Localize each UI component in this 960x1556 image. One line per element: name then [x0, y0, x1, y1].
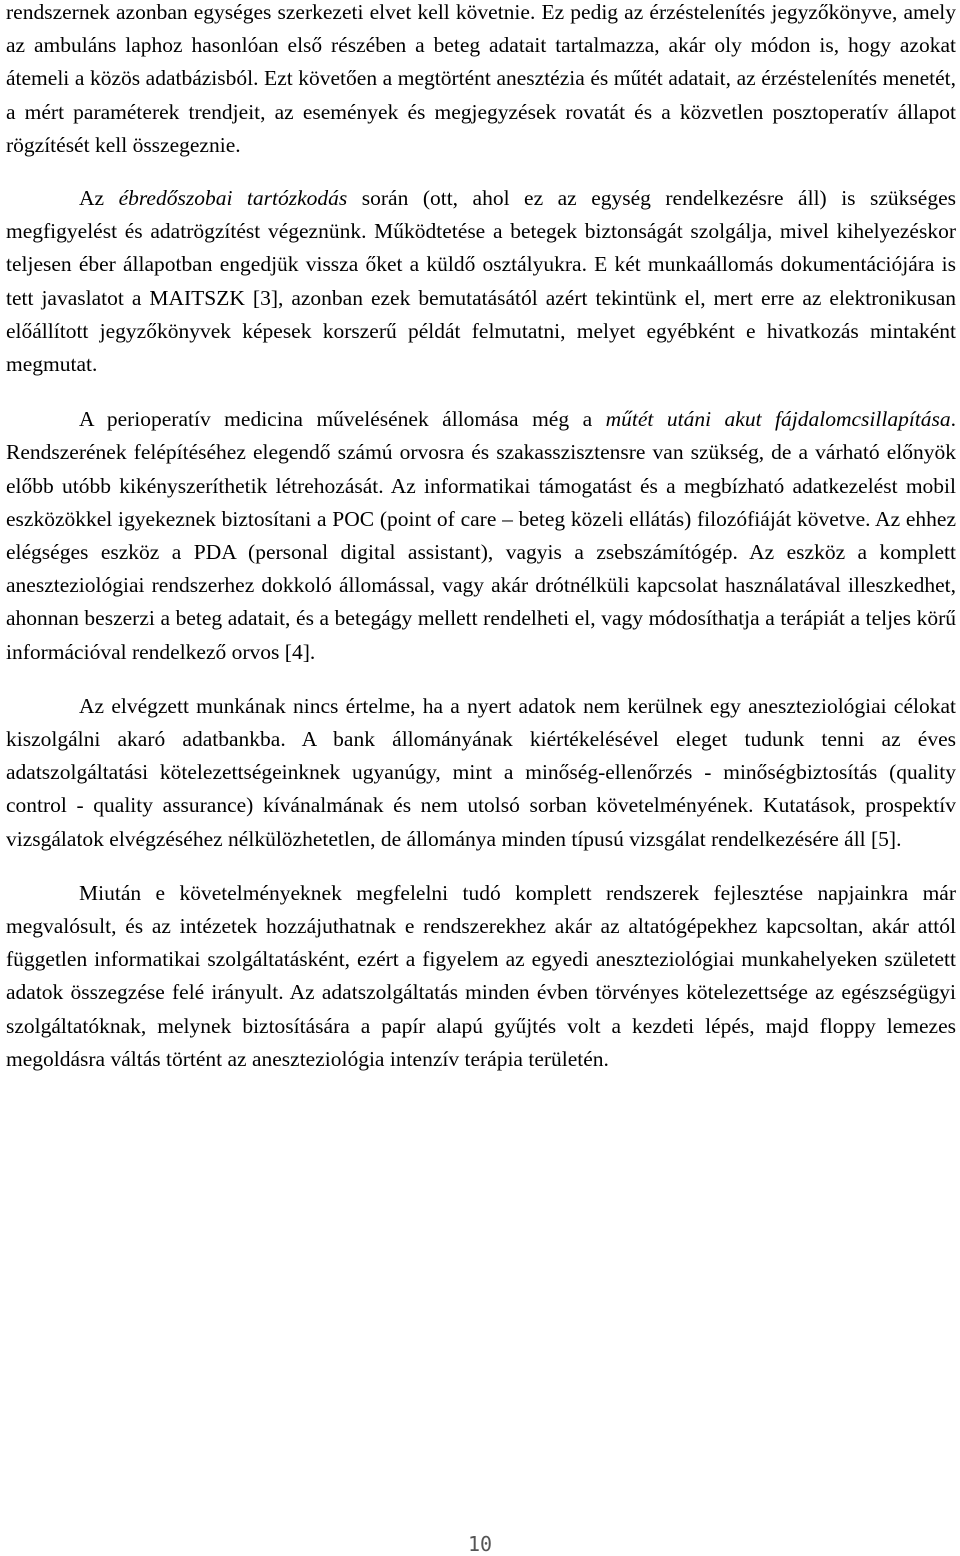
- paragraph-1: [6, 0, 956, 162]
- paragraph-5-text: Miután e követelményeknek megfelelni tudó komplett rendszerek fejlesztése napjainkra már megvalósult, és az intézetek hozzájuthatnak e rendszerekhez akár az altatógépekhez kapcsoltan, akár attól független informatikai szolgáltatásként, ezért a figyelem az egyedi aneszteziológiai munkahelyeken született adatok összegzése felé irányult. Az adatszolgáltatás minden évben törvényes kötelezettsége az egészségügyi szolgáltatóknak, melynek biztosítására a papír alapú gyűjtés volt a kezdeti lépés, majd floppy lemezes megoldásra váltás történt az aneszteziológia intenzív terápia területén.: [6, 880, 956, 1071]
- page-number: 10: [467, 1532, 493, 1556]
- paragraph-3-text-b: . Rendszerének felépítéséhez elegendő számú orvosra és szakasszisztensre van szükség, de a várható előnyök előbb utóbb kikényszeríthetik létrehozását. Az informatikai támogatást és a megbízható adatkezelést mobil eszközökkel igyekeznek biztosítani a POC (point of care – beteg közeli ellátás) filozófiáját követve. Az ehhez elégséges eszköz a PDA (personal digital assistant), vagyis a zsebszámítógép. Az eszköz a komplett aneszteziológiai rendszerhez dokkoló állomással, vagy akár drótnélküli kapcsolat használatával illeszkedhet, ahonnan beszerzi a beteg adatait, és a betegágy mellett rendelheti el, vagy módosíthatja a terápiát a teljes körű információval rendelkező orvos [4].: [6, 407, 957, 664]
- paragraph-3-text-a: A perioperatív medicina művelésének állomása még a: [79, 407, 606, 432]
- paragraph-2-text-b: során (ott, ahol ez az egység rendelkezésre áll) is szükséges megfigyelést és adatrögzítést végeznünk. Működtetése a betegek biztonságát szolgálja, mivel kihelyezéskor teljesen éber állapotban engedjük vissza őket a küldő osztályukra. E két munkaállomás dokumentációjára is tett javaslatot a MAITSZK [3], azonban ezek bemutatásától azért tekintünk el, mert erre az elektronikusan előállított jegyzőkönyvek képesek korszerű példát felmutatni, melyet egyébként e hivatkozás mintaként megmutat.: [6, 186, 956, 377]
- paragraph-5: [6, 877, 956, 1076]
- paragraph-2-text-a: Az: [79, 186, 119, 211]
- paragraph-2-emphasis: ébredőszobai tartózkodás: [118, 186, 348, 211]
- paragraph-3: [6, 403, 956, 669]
- paragraph-1-text: rendszernek azonban egységes szerkezeti elvet kell követnie. Ez pedig az érzéstelenítés jegyzőkönyve, amely az ambuláns laphoz hasonlóan első részében a beteg adatait tartalmazza, akár oly módon is, hogy azokat átemeli a közös adatbázisból. Ezt követően a megtörtént anesztézia és műtét adatait, az érzéstelenítés menetét, a mért paraméterek trendjeit, az események és megjegyzések rovatát és a közvetlen posztoperatív állapot rögzítését kell összegeznie.: [6, 0, 956, 157]
- paragraph-4: [6, 690, 956, 856]
- paragraph-3-emphasis: műtét utáni akut fájdalomcsillapítása: [605, 407, 951, 432]
- paragraph-4-text: Az elvégzett munkának nincs értelme, ha a nyert adatok nem kerülnek egy aneszteziológiai célokat kiszolgálni akaró adatbankba. A bank állományának kiértékelésével eleget tudunk tenni az éves adatszolgáltatási kötelezettségeinknek ugyanúgy, mint a minőség-ellenőrzés - minőségbiztosítás (quality control - quality assurance) kívánalmának és nem utolsó sorban követelményének. Kutatások, prospektív vizsgálatok elvégzéséhez nélkülözhetetlen, de állománya minden típusú vizsgálat rendelkezésére áll [5].: [6, 693, 956, 851]
- paragraph-2: [6, 182, 956, 381]
- document-body: [6, 0, 956, 1076]
